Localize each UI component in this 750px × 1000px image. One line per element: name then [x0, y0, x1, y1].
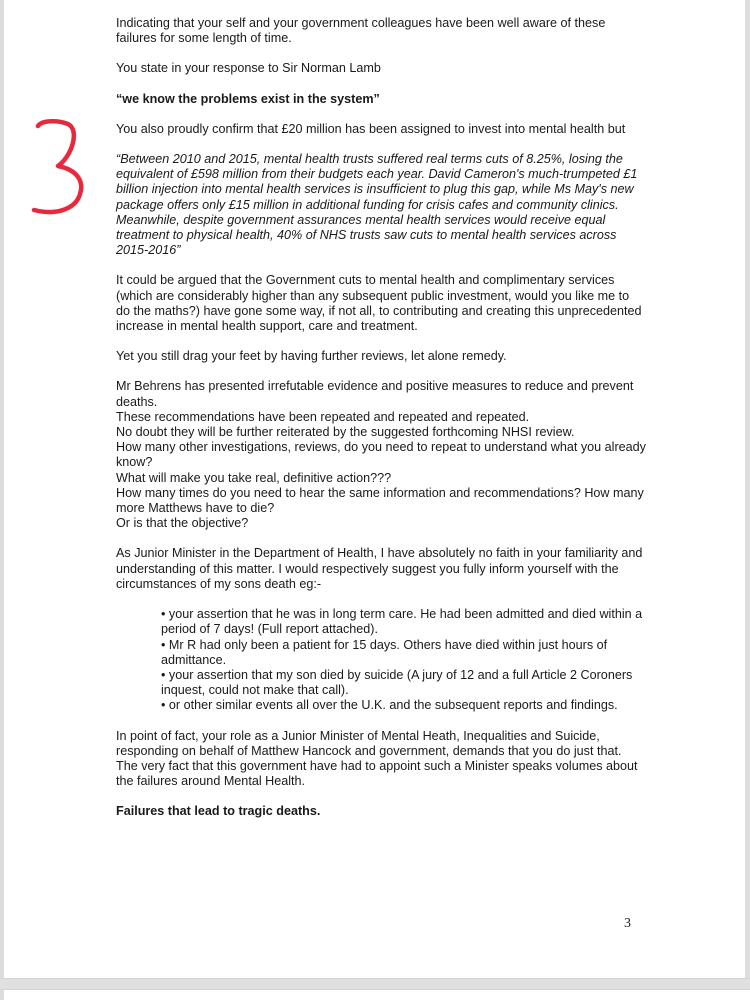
bullet-item: • Mr R had only been a patient for 15 days. Others have died within just hours of admittance.	[161, 637, 608, 667]
quote-block: “Between 2010 and 2015, mental health trusts suffered real terms cuts of 8.25%, losing the equivalent of £598 million from their budgets each year. David Cameron's much-trumpeted £1 billion injection into mental health services is insufficient to plug this gap, while Ms May's new package offers only £15 million in additional funding for crisis cafes and community clinics.	[116, 152, 638, 212]
paragraph: How many other investigations, reviews, do you need to repeat to understand what you already know?	[116, 440, 646, 470]
paragraph: These recommendations have been repeated and repeated and repeated.	[116, 409, 530, 424]
quoted-statement: “we know the problems exist in the system”	[116, 91, 380, 106]
handwritten-number-annotation	[28, 118, 88, 218]
bullet-item: • your assertion that he was in long term care. He had been admitted and died within a period of 7 days! (Full report attached).	[161, 607, 643, 637]
paragraph: What will make you take real, definitive action???	[116, 470, 392, 485]
paragraph: No doubt they will be further reiterated by the suggested forthcoming NHSI review.	[116, 425, 575, 440]
paragraph: Mr Behrens has presented irrefutable evidence and positive measures to reduce and prevent deaths.	[116, 379, 634, 409]
paragraph: Indicating that your self and your government colleagues have been well aware of these failures for some length of time.	[116, 16, 606, 46]
page-number: 3	[624, 916, 631, 931]
paragraph: Yet you still drag your feet by having further reviews, let alone remedy.	[116, 349, 507, 364]
bullet-item: • or other similar events all over the U.K. and the subsequent reports and findings.	[161, 698, 618, 713]
bullet-item: • your assertion that my son died by suicide (A jury of 12 and a full Article 2 Coroners inquest, could not make that call).	[161, 667, 633, 698]
paragraph: You state in your response to Sir Norman Lamb	[116, 61, 381, 76]
paragraph: You also proudly confirm that £20 million has been assigned to invest into mental health but	[116, 121, 626, 136]
viewer-left-edge	[0, 0, 4, 1000]
bullet-list	[161, 607, 646, 713]
document-body	[116, 16, 646, 820]
paragraph: Or is that the objective?	[116, 516, 249, 531]
quote-block: Meanwhile, despite government assurances mental health services would receive equal treatment to physical health, 40% of NHS trusts saw cuts to mental health services across 2015-2016”	[116, 212, 617, 258]
paragraph: How many times do you need to hear the same information and recommendations? How many more Matthews have to die?	[116, 485, 644, 516]
paragraph: The very fact that this government have had to appoint such a Minister speaks volumes about the failures around Mental Health.	[116, 758, 638, 789]
paragraph: It could be argued that the Government cuts to mental health and complimentary services (which are considerably higher than any subsequent public investment, would you like me to do the maths?) have gone some way, if not all, to contributing and creating this unprecedented increase in mental health support, care and treatment.	[116, 273, 642, 334]
paragraph: In point of fact, your role as a Junior Minister of Mental Heath, Inequalities and Suicide, responding on behalf of Matthew Hancock and government, demands that you do just that.	[116, 728, 622, 758]
closing-statement: Failures that lead to tragic deaths.	[116, 804, 321, 819]
viewer-right-edge	[745, 0, 750, 980]
paragraph: As Junior Minister in the Department of Health, I have absolutely no faith in your familiarity and understanding of this matter. I would respectively suggest you fully inform yourself with the circumstances of my sons death eg:-	[116, 546, 643, 591]
page-separator	[0, 978, 750, 990]
